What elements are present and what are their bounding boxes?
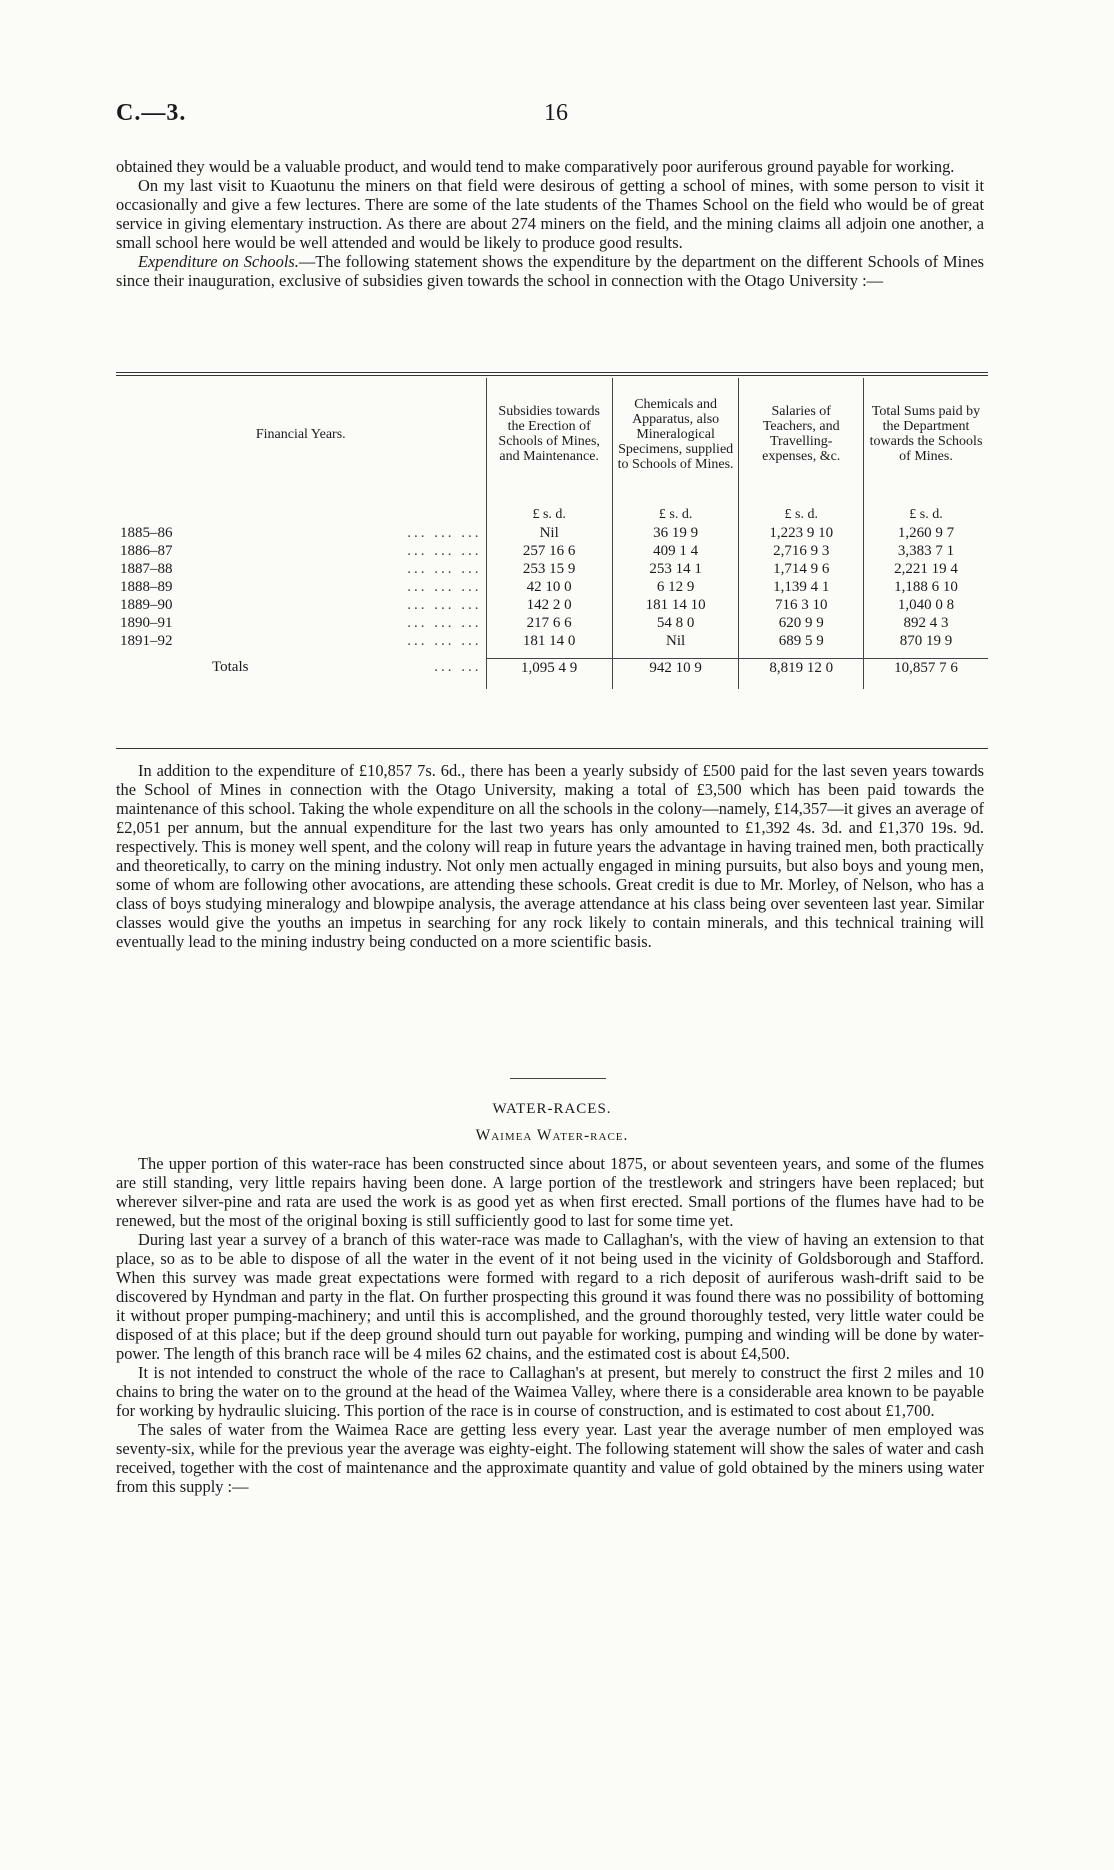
waimea-paragraph: It is not intended to construct the whole of the race to Callaghan's at present, but merely to construct the first 2 miles and 10 chains to bring the water on to the ground at the head of the Waimea Valley, where there is a considerable area known to be payable for working by hydraulic sluicing. This portion of the race is in course of construction, and is estimated to cost about £1,700. — [116, 1363, 984, 1420]
expenditure-paragraph — [116, 252, 984, 290]
salaries-total: 8,819 12 0 — [739, 658, 864, 677]
summary-paragraph: In addition to the expenditure of £10,857 7s. 6d., there has been a yearly subsidy of £500 paid for the last seven years towards the School of Mines in connection with the Otago University, making a total of £3,500 which has been paid towards the maintenance of this school. Taking the whole expenditure on all the schools in the colony—namely, £14,357—it gives an average of £2,051 per annum, but the annual expenditure for the last two years has only amounted to £1,392 4s. 3d. and £1,370 19s. 9d. respectively. This is money well spent, and the colony will reap in future years the advantage in having trained men, both practically and theoretically, to carry on the mining industry. Not only men actually engaged in mining pursuits, but also boys and young men, some of whom are following other avocations, are attending these schools. Great credit is due to Mr. Morley, of Nelson, who has a class of boys studying mineralogy and blowpipe analysis, the average attendance at his class being over seventeen last year. Similar classes would give the youths an impetus in searching for any rock likely to contain minerals, and this technical training will eventually lead to the mining industry being conducted on a more scientific basis. — [116, 761, 984, 951]
chemicals-cell: 253 14 1 — [612, 560, 739, 578]
salaries-cell: 1,139 4 1 — [739, 578, 864, 596]
subsidies-cell: 217 6 6 — [486, 614, 612, 632]
table-row — [116, 560, 988, 578]
summary-section — [116, 761, 984, 951]
unit-label: £ s. d. — [486, 490, 612, 524]
subsidies-cell: 42 10 0 — [486, 578, 612, 596]
section-heading: WATER-RACES. — [492, 1101, 612, 1117]
salaries-cell: 1,223 9 10 — [739, 524, 864, 542]
year-cell: 1885–86 — [120, 525, 173, 541]
subsidies-total: 1,095 4 9 — [486, 658, 612, 677]
unit-label: £ s. d. — [612, 490, 739, 524]
leader-dots: ... ... ... — [407, 561, 482, 577]
leader-dots: ... ... ... — [407, 579, 482, 595]
col-header-chemicals: Chemicals and Apparatus, also Mineralogical Specimens, supplied to Schools of Mines. — [612, 378, 739, 490]
report-code: C.—3. — [116, 100, 187, 126]
col-header-salaries: Salaries of Teachers, and Travelling-expenses, &c. — [739, 378, 864, 490]
chemicals-total: 942 10 9 — [612, 658, 739, 677]
table-row — [116, 542, 988, 560]
chemicals-cell: 409 1 4 — [612, 542, 739, 560]
totals-row — [116, 658, 988, 677]
table-top-rule — [116, 372, 988, 373]
col-header-years: Financial Years. — [255, 426, 346, 442]
intro-paragraph: On my last visit to Kuaotunu the miners on that field were desirous of getting a school of mines, with some person to visit it occasionally and give a few lectures. There are some of the late students of the Thames School on the field who would be of great service in giving elementary instruction. As there are about 274 miners on the field, and the mining claims all adjoin one another, a small school here would be well attended and would be likely to produce good results. — [116, 176, 984, 252]
subsection-heading: Waimea Water-race. — [475, 1127, 629, 1144]
section-divider — [510, 1078, 606, 1079]
total-cell: 2,221 19 4 — [864, 560, 988, 578]
waimea-paragraph: The sales of water from the Waimea Race are getting less every year. Last year the average number of men employed was seventy-six, while for the previous year the average was eighty-eight. The following statement will show the sales of water and cash received, together with the cost of maintenance and the approximate quantity and value of gold obtained by the miners using water from this supply :— — [116, 1420, 984, 1496]
table-top-rule-inner — [116, 375, 988, 376]
year-cell: 1887–88 — [120, 561, 173, 577]
total-cell: 1,188 6 10 — [864, 578, 988, 596]
leader-dots: ... ... ... — [407, 543, 482, 559]
chemicals-cell: 6 12 9 — [612, 578, 739, 596]
total-cell: 1,260 9 7 — [864, 524, 988, 542]
table-row — [116, 632, 988, 650]
col-header-total: Total Sums paid by the Department towards the Schools of Mines. — [864, 378, 988, 490]
salaries-cell: 689 5 9 — [739, 632, 864, 650]
total-cell: 1,040 0 8 — [864, 596, 988, 614]
total-cell: 3,383 7 1 — [864, 542, 988, 560]
totals-label: Totals — [212, 659, 249, 676]
unit-label: £ s. d. — [739, 490, 864, 524]
leader-dots: ... ... — [434, 659, 482, 676]
leader-dots: ... ... ... — [407, 615, 482, 631]
total-cell: 892 4 3 — [864, 614, 988, 632]
table-row — [116, 578, 988, 596]
table-row — [116, 614, 988, 632]
year-cell: 1891–92 — [120, 633, 173, 649]
table-bottom-rule — [116, 748, 988, 749]
year-cell: 1888–89 — [120, 579, 173, 595]
leader-dots: ... ... ... — [407, 597, 482, 613]
chemicals-cell: Nil — [612, 632, 739, 650]
expenditure-text: —The following statement shows the expenditure by the department on the different Schools of Mines since their inauguration, exclusive of subsidies given towards the school in connection with the Otago University :— — [116, 252, 985, 290]
grand-total: 10,857 7 6 — [864, 658, 988, 677]
salaries-cell: 716 3 10 — [739, 596, 864, 614]
total-cell: 870 19 9 — [864, 632, 988, 650]
intro-section — [116, 157, 984, 290]
waimea-paragraph: The upper portion of this water-race has been constructed since about 1875, or about seventeen years, and some of the flumes are still standing, very little repairs having been done. A large portion of the trestlework and stringers have been replaced; but wherever silver-pine and rata are used the work is as good yet as when first erected. Small portions of the flumes have had to be renewed, but the most of the original boxing is still sufficiently good to last for some time yet. — [116, 1154, 984, 1230]
year-cell: 1889–90 — [120, 597, 173, 613]
table-row — [116, 596, 988, 614]
year-cell: 1886–87 — [120, 543, 173, 559]
salaries-cell: 620 9 9 — [739, 614, 864, 632]
leader-dots: ... ... ... — [407, 525, 482, 541]
expenditure-table — [116, 378, 988, 689]
table-row — [116, 524, 988, 542]
page-header — [116, 100, 998, 140]
intro-paragraph: obtained they would be a valuable product, and would tend to make comparatively poor auriferous ground payable for working. — [116, 157, 955, 176]
waimea-paragraph: During last year a survey of a branch of this water-race was made to Callaghan's, with the view of having an extension to that place, so as to be able to dispose of all the water in the event of it not being used in the vicinity of Goldsborough and Stafford. When this survey was made great expectations were formed with regard to a rich deposit of auriferous wash-drift said to be discovered by Hyndman and party in the flat. On further prospecting this ground it was found there was no possibility of bottoming it without proper pumping-machinery; and until this is accomplished, and the ground thoroughly tested, very little water could be disposed of at this place; but if the deep ground should turn out payable for working, pumping and winding will be done by water-power. The length of this branch race will be 4 miles 62 chains, and the estimated cost is about £4,500. — [116, 1230, 984, 1363]
salaries-cell: 1,714 9 6 — [739, 560, 864, 578]
salaries-cell: 2,716 9 3 — [739, 542, 864, 560]
subsidies-cell: 257 16 6 — [486, 542, 612, 560]
year-cell: 1890–91 — [120, 615, 173, 631]
subsidies-cell: Nil — [486, 524, 612, 542]
col-header-subsidies: Subsidies towards the Erection of Schools of Mines, and Maintenance. — [486, 378, 612, 490]
expenditure-heading: Expenditure on Schools. — [138, 252, 299, 271]
chemicals-cell: 54 8 0 — [612, 614, 739, 632]
page-number: 16 — [544, 100, 568, 126]
subsidies-cell: 253 15 9 — [486, 560, 612, 578]
leader-dots: ... ... ... — [407, 633, 482, 649]
chemicals-cell: 181 14 10 — [612, 596, 739, 614]
chemicals-cell: 36 19 9 — [612, 524, 739, 542]
waimea-section — [116, 1154, 984, 1496]
subsidies-cell: 181 14 0 — [486, 632, 612, 650]
subsidies-cell: 142 2 0 — [486, 596, 612, 614]
unit-label: £ s. d. — [864, 490, 988, 524]
